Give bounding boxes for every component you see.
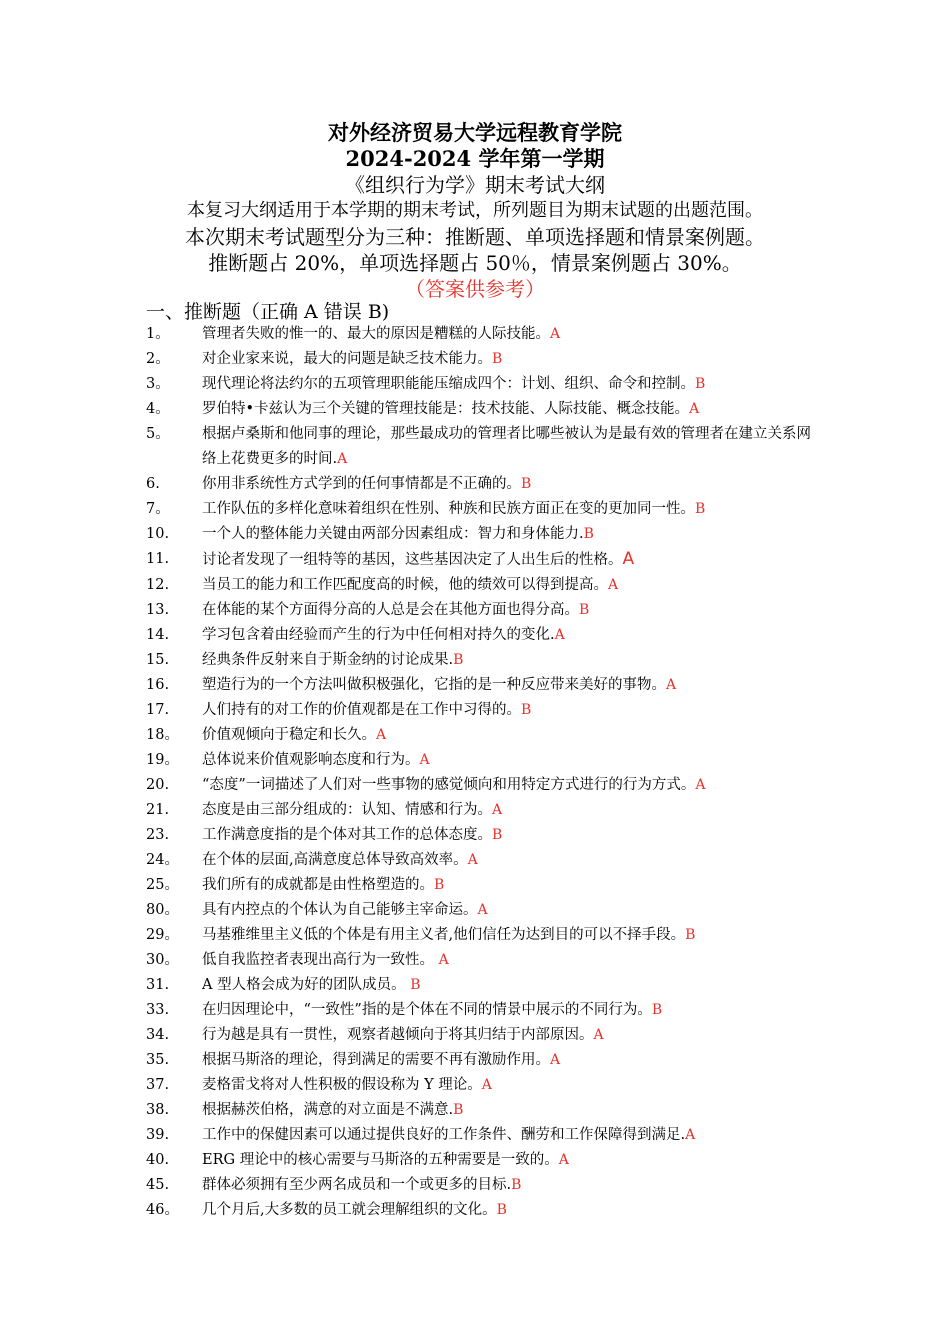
question-number: 1。 bbox=[146, 326, 170, 342]
question-text bbox=[202, 472, 822, 497]
question-item bbox=[0, 1148, 950, 1173]
question-text bbox=[202, 522, 822, 547]
answer-key: A bbox=[558, 1152, 569, 1168]
question-number: 3。 bbox=[146, 376, 170, 392]
question-text bbox=[202, 723, 822, 748]
question-number: 80。 bbox=[146, 902, 179, 918]
question-statement: 工作满意度指的是个体对其工作的总体态度。 bbox=[202, 827, 492, 843]
answer-key: A bbox=[554, 627, 565, 643]
question-text bbox=[202, 898, 822, 923]
question-text bbox=[202, 598, 822, 623]
question-statement: 工作队伍的多样化意味着组织在性别、种族和民族方面正在变的更加同一性。 bbox=[202, 501, 695, 517]
question-item bbox=[0, 397, 950, 422]
question-item bbox=[0, 948, 950, 973]
question-item bbox=[0, 573, 950, 598]
question-number: 13. bbox=[146, 602, 170, 618]
question-statement: 在个体的层面,高满意度总体导致高效率。 bbox=[202, 852, 468, 868]
question-statement: 几个月后,大多数的员工就会理解组织的文化。 bbox=[202, 1202, 497, 1218]
question-item bbox=[0, 673, 950, 698]
question-text bbox=[202, 673, 822, 698]
question-item bbox=[0, 898, 950, 923]
question-statement: 你用非系统性方式学到的任何事情都是不正确的。 bbox=[202, 476, 521, 492]
question-item bbox=[0, 998, 950, 1023]
question-number: 46。 bbox=[146, 1202, 179, 1218]
question-statement: 塑造行为的一个方法叫做积极强化，它指的是一种反应带来美好的事物。 bbox=[202, 677, 666, 693]
question-text bbox=[202, 1098, 822, 1123]
question-item bbox=[0, 848, 950, 873]
answer-key: A bbox=[477, 902, 488, 918]
question-statement: 根据马斯洛的理论，得到满足的需要不再有激励作用。 bbox=[202, 1052, 550, 1068]
answer-key: A bbox=[337, 451, 348, 467]
question-text bbox=[202, 1173, 822, 1198]
question-text bbox=[202, 497, 822, 522]
question-statement: 根据卢桑斯和他同事的理论，那些最成功的管理者比哪些被认为是最有效的管理者在建立关系网络上花费更多的时间. bbox=[202, 426, 811, 467]
question-text bbox=[202, 573, 822, 598]
question-item bbox=[0, 422, 950, 472]
question-text bbox=[202, 322, 822, 347]
answer-key: A bbox=[622, 549, 635, 569]
answer-key: B bbox=[496, 1202, 507, 1218]
answer-key: B bbox=[492, 827, 503, 843]
question-statement: 罗伯特•卡兹认为三个关键的管理技能是：技术技能、人际技能、概念技能。 bbox=[202, 401, 690, 417]
section-title: 一、推断题（正确 A 错误 B) bbox=[146, 301, 390, 323]
question-item bbox=[0, 1123, 950, 1148]
question-item bbox=[0, 823, 950, 848]
question-text bbox=[202, 347, 822, 372]
question-item bbox=[0, 698, 950, 723]
answer-key: B bbox=[695, 376, 706, 392]
question-number: 19。 bbox=[146, 752, 179, 768]
question-statement: 当员工的能力和工作匹配度高的时候，他的绩效可以得到提高。 bbox=[202, 577, 608, 593]
question-number: 2。 bbox=[146, 351, 170, 367]
question-text bbox=[202, 923, 822, 948]
question-text bbox=[202, 1023, 822, 1048]
question-text bbox=[202, 1073, 822, 1098]
answer-key: B bbox=[579, 602, 590, 618]
question-statement: 低自我监控者表现出高行为一致性。 bbox=[202, 952, 439, 968]
question-text bbox=[202, 648, 822, 673]
question-statement: 我们所有的成就都是由性格塑造的。 bbox=[202, 877, 434, 893]
question-number: 7。 bbox=[146, 501, 170, 517]
question-statement: 态度是由三部分组成的：认知、情感和行为。 bbox=[202, 802, 492, 818]
question-number: 12. bbox=[146, 577, 170, 593]
answer-key: A bbox=[438, 952, 449, 968]
question-text bbox=[202, 848, 822, 873]
answer-key: A bbox=[419, 752, 430, 768]
question-statement: A 型人格会成为好的团队成员。 bbox=[202, 977, 411, 993]
question-item bbox=[0, 623, 950, 648]
question-statement: 经典条件反射来自于斯金纳的讨论成果. bbox=[202, 652, 454, 668]
intro-weights: 推断题占 20%，单项选择题占 50％，情景案例题占 30%。 bbox=[208, 251, 742, 275]
answer-key: B bbox=[453, 1102, 464, 1118]
question-text bbox=[202, 698, 822, 723]
answer-key: A bbox=[689, 401, 700, 417]
question-text bbox=[202, 1123, 822, 1148]
question-text bbox=[202, 998, 822, 1023]
question-statement: 人们持有的对工作的价值观都是在工作中习得的。 bbox=[202, 702, 521, 718]
question-statement: 行为越是具有一贯性，观察者越倾向于将其归结于内部原因。 bbox=[202, 1027, 594, 1043]
question-item bbox=[0, 1048, 950, 1073]
question-item bbox=[0, 1098, 950, 1123]
school-title: 对外经济贸易大学远程教育学院 bbox=[328, 120, 622, 145]
question-item bbox=[0, 748, 950, 773]
question-statement: 学习包含着由经验而产生的行为中任何相对持久的变化. bbox=[202, 627, 555, 643]
answer-key: A bbox=[467, 852, 478, 868]
question-text bbox=[202, 798, 822, 823]
answer-key: B bbox=[685, 927, 696, 943]
question-text bbox=[202, 372, 822, 397]
question-text bbox=[202, 547, 822, 573]
question-statement: 具有内控点的个体认为自己能够主宰命运。 bbox=[202, 902, 478, 918]
answer-key: A bbox=[608, 577, 619, 593]
question-item bbox=[0, 1023, 950, 1048]
question-item bbox=[0, 973, 950, 998]
question-number: 45. bbox=[146, 1177, 170, 1193]
question-number: 35. bbox=[146, 1052, 170, 1068]
question-number: 20. bbox=[146, 777, 170, 793]
question-number: 25。 bbox=[146, 877, 179, 893]
answer-key: A bbox=[695, 777, 706, 793]
question-text bbox=[202, 623, 822, 648]
intro-scope: 本复习大纲适用于本学期的期末考试，所列题目为期末试题的出题范围。 bbox=[187, 200, 763, 221]
question-statement: 在归因理论中，“一致性”指的是个体在不同的情景中展示的不同行为。 bbox=[202, 1002, 652, 1018]
answer-key: B bbox=[583, 526, 594, 542]
answer-key: A bbox=[685, 1127, 696, 1143]
question-text bbox=[202, 422, 822, 472]
question-statement: 对企业家来说，最大的问题是缺乏技术能力。 bbox=[202, 351, 492, 367]
question-number: 4。 bbox=[146, 401, 170, 417]
question-number: 37. bbox=[146, 1077, 170, 1093]
question-item bbox=[0, 798, 950, 823]
answer-key: B bbox=[651, 1002, 663, 1018]
document-header bbox=[0, 120, 950, 302]
question-number: 33. bbox=[146, 1002, 170, 1018]
question-text bbox=[202, 873, 822, 898]
answer-key: B bbox=[521, 476, 532, 492]
question-number: 14. bbox=[146, 627, 170, 643]
question-text bbox=[202, 948, 822, 973]
question-number: 29。 bbox=[146, 927, 179, 943]
question-item bbox=[0, 547, 950, 573]
question-number: 30。 bbox=[146, 952, 179, 968]
question-statement: 一个人的整体能力关键由两部分因素组成：智力和身体能力. bbox=[202, 526, 584, 542]
question-number: 34. bbox=[146, 1027, 170, 1043]
question-item bbox=[0, 497, 950, 522]
question-item bbox=[0, 1173, 950, 1198]
question-list bbox=[0, 322, 950, 1223]
answer-key: A bbox=[376, 727, 387, 743]
question-number: 24。 bbox=[146, 852, 179, 868]
question-item bbox=[0, 773, 950, 798]
answer-key: A bbox=[550, 326, 561, 342]
answer-key: B bbox=[453, 652, 464, 668]
question-statement: 马基雅维里主义低的个体是有用主义者,他们信任为达到目的可以不择手段。 bbox=[202, 927, 686, 943]
question-item bbox=[0, 372, 950, 397]
question-text bbox=[202, 1198, 822, 1223]
question-text bbox=[202, 773, 822, 798]
question-number: 23. bbox=[146, 827, 170, 843]
question-statement: 群体必须拥有至少两名成员和一个或更多的目标. bbox=[202, 1177, 512, 1193]
question-item bbox=[0, 522, 950, 547]
question-number: 39. bbox=[146, 1127, 170, 1143]
question-number: 21. bbox=[146, 802, 170, 818]
answer-key: B bbox=[511, 1177, 522, 1193]
question-item bbox=[0, 347, 950, 372]
question-item bbox=[0, 598, 950, 623]
answer-key: B bbox=[695, 501, 706, 517]
question-item bbox=[0, 723, 950, 748]
question-item bbox=[0, 648, 950, 673]
question-number: 40. bbox=[146, 1152, 170, 1168]
answer-key: A bbox=[481, 1077, 492, 1093]
question-number: 11. bbox=[146, 551, 170, 567]
answer-key: B bbox=[492, 351, 503, 367]
question-item bbox=[0, 1073, 950, 1098]
question-statement: 根据赫茨伯格，满意的对立面是不满意. bbox=[202, 1102, 454, 1118]
answer-key: A bbox=[492, 802, 503, 818]
question-item bbox=[0, 472, 950, 497]
answer-key: B bbox=[521, 702, 532, 718]
answer-key: A bbox=[593, 1027, 604, 1043]
question-number: 5。 bbox=[146, 426, 170, 442]
question-statement: 在体能的某个方面得分高的人总是会在其他方面也得分高。 bbox=[202, 602, 579, 618]
question-text bbox=[202, 1148, 822, 1173]
answer-key: A bbox=[550, 1052, 561, 1068]
question-statement: 总体说来价值观影响态度和行为。 bbox=[202, 752, 420, 768]
question-text bbox=[202, 823, 822, 848]
question-number: 10. bbox=[146, 526, 170, 542]
answer-key: B bbox=[434, 877, 445, 893]
question-statement: 价值观倾向于稳定和长久。 bbox=[202, 727, 376, 743]
question-statement: ERG 理论中的核心需要与马斯洛的五种需要是一致的。 bbox=[202, 1152, 559, 1168]
question-text bbox=[202, 973, 822, 998]
question-item bbox=[0, 873, 950, 898]
question-statement: 工作中的保健因素可以通过提供良好的工作条件、酬劳和工作保障得到满足. bbox=[202, 1127, 686, 1143]
question-statement: 现代理论将法约尔的五项管理职能能压缩成四个：计划、组织、命令和控制。 bbox=[202, 376, 695, 392]
question-text bbox=[202, 1048, 822, 1073]
question-statement: 管理者失败的惟一的、最大的原因是糟糕的人际技能。 bbox=[202, 326, 550, 342]
question-number: 38. bbox=[146, 1102, 170, 1118]
question-number: 16. bbox=[146, 677, 170, 693]
question-item bbox=[0, 322, 950, 347]
answer-key: B bbox=[410, 977, 421, 993]
question-number: 18。 bbox=[146, 727, 179, 743]
question-number: 6. bbox=[146, 476, 160, 492]
question-number: 15. bbox=[146, 652, 170, 668]
question-text bbox=[202, 748, 822, 773]
answer-note: （答案供参考） bbox=[405, 277, 545, 301]
question-number: 17. bbox=[146, 702, 170, 718]
answer-key: A bbox=[666, 677, 677, 693]
term-title: 2024-2024 学年第一学期 bbox=[345, 146, 605, 171]
question-statement: “态度”一词描述了人们对一些事物的感觉倾向和用特定方式进行的行为方式。 bbox=[202, 777, 696, 793]
question-item bbox=[0, 1198, 950, 1223]
intro-question-types: 本次期末考试题型分为三种：推断题、单项选择题和情景案例题。 bbox=[185, 225, 765, 249]
course-title: 《组织行为学》期末考试大纲 bbox=[345, 173, 605, 197]
question-number: 31. bbox=[146, 977, 170, 993]
question-item bbox=[0, 923, 950, 948]
question-statement: 讨论者发现了一组特等的基因，这些基因决定了人出生后的性格。 bbox=[202, 552, 623, 568]
question-statement: 麦格雷戈将对人性积极的假设称为 Y 理论。 bbox=[202, 1077, 482, 1093]
question-text bbox=[202, 397, 822, 422]
